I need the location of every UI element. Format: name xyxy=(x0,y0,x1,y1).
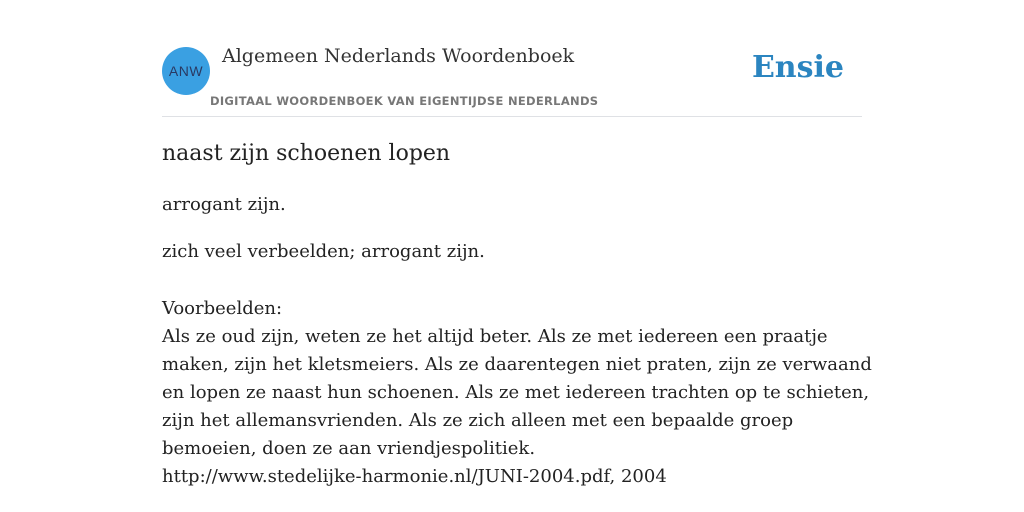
entry-content xyxy=(162,138,872,491)
example-source: http://www.stedelijke-harmonie.nl/JUNI-2004.pdf, 2004 xyxy=(162,466,667,487)
definition-2: zich veel verbeelden; arrogant zijn. xyxy=(162,241,485,262)
dictionary-title[interactable]: Algemeen Nederlands Woordenboek xyxy=(222,45,575,67)
dictionary-subtitle: DIGITAAL WOORDENBOEK VAN EIGENTIJDSE NEDERLANDS xyxy=(210,94,599,108)
anw-logo[interactable]: ANW xyxy=(162,47,210,95)
ensie-logo[interactable]: Ensie xyxy=(751,50,844,85)
examples-block xyxy=(162,295,872,491)
entry-headword: naast zijn schoenen lopen xyxy=(162,141,451,166)
example-text: Als ze oud zijn, weten ze het altijd beter. Als ze met iedereen een praatje maken, zijn het kletsmeiers. Als ze daarentegen niet praten, zijn ze verwaand en lopen ze naast hun schoenen. Als ze met iedereen trachten op te schieten, zijn het allemansvrienden. Als ze zich alleen met een bepaalde groep bemoeien, doen ze aan vriendjespolitiek. xyxy=(162,326,872,459)
definition-1: arrogant zijn. xyxy=(162,194,286,215)
header xyxy=(162,0,862,117)
examples-label: Voorbeelden: xyxy=(162,298,283,319)
